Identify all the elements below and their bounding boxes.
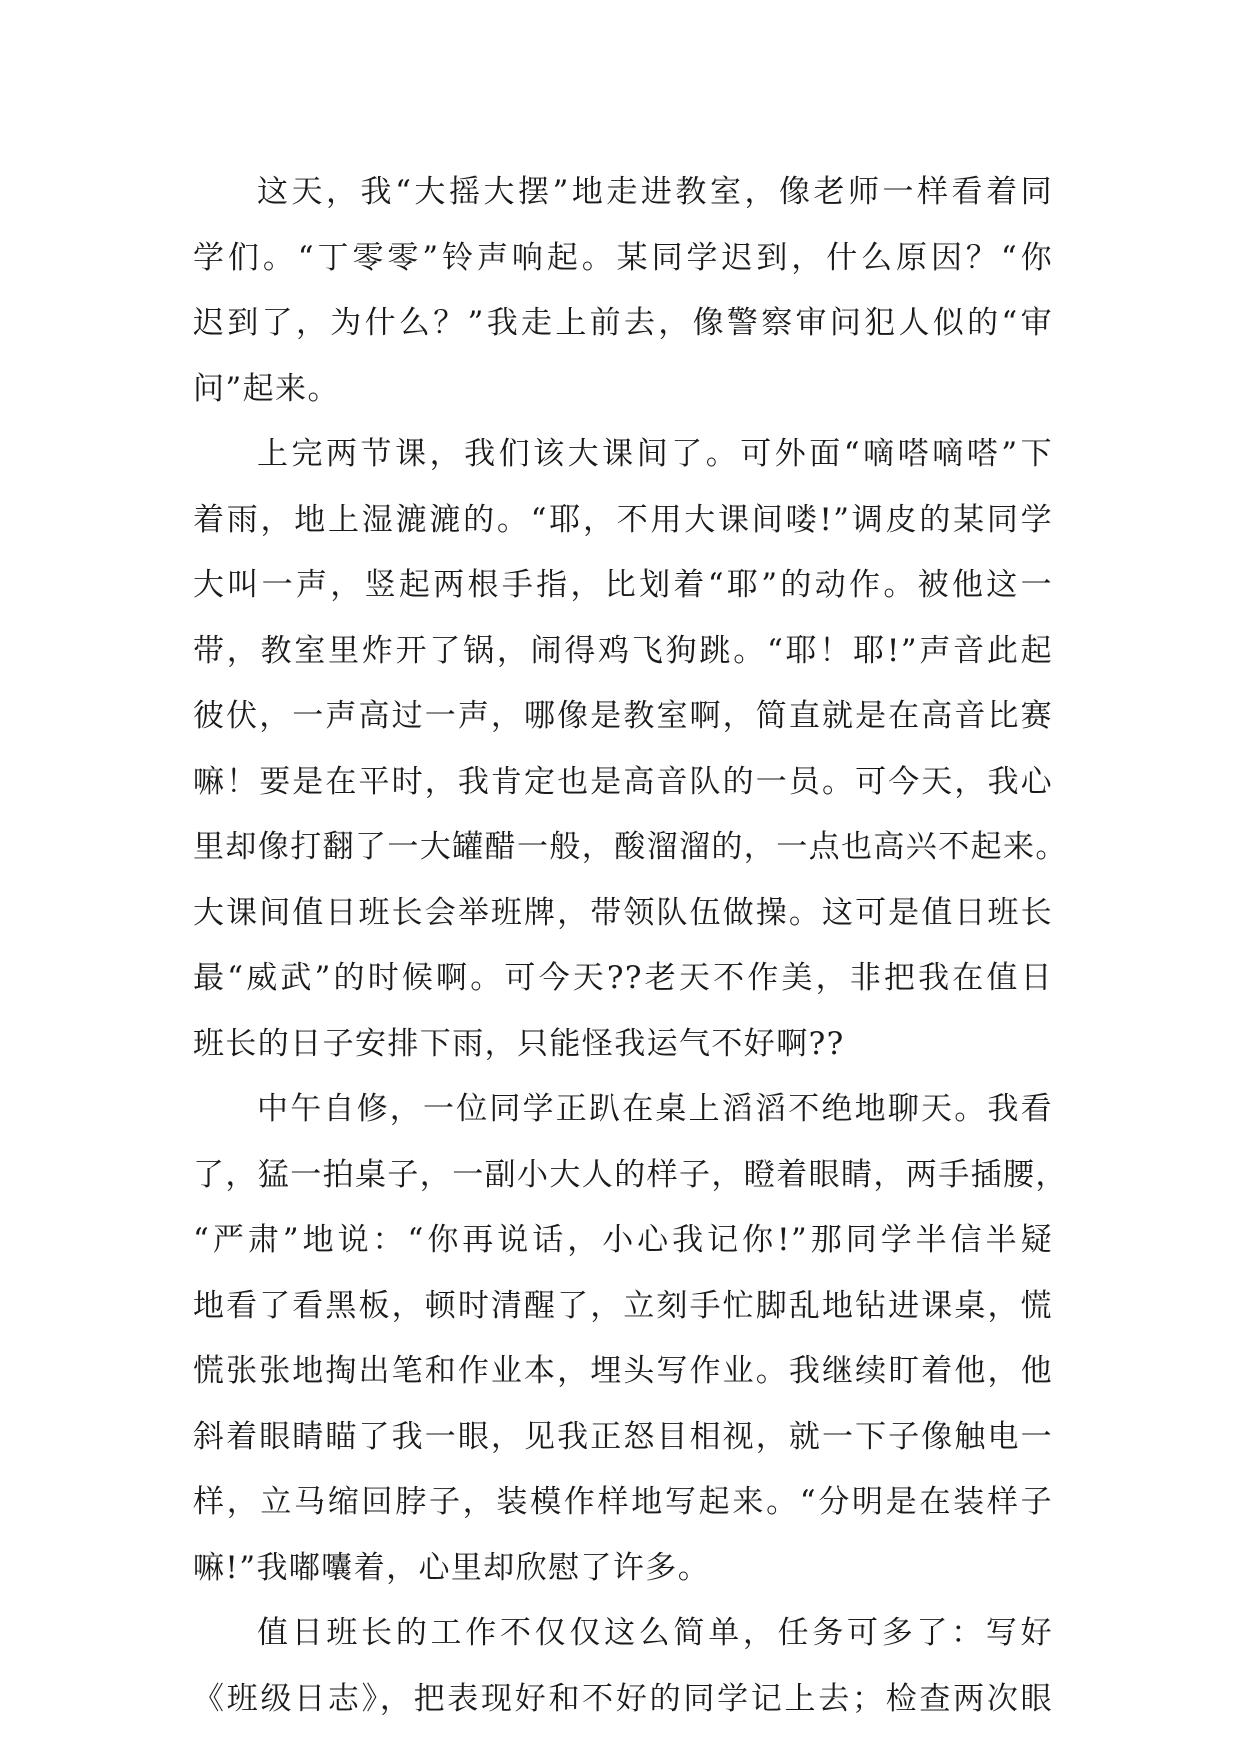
paragraph-3-line-5: 慌张张地掏出笔和作业本，埋头写作业。我继续盯着他，他 — [193, 1353, 1053, 1389]
paragraph-2-line-9: 最“威武”的时候啊。可今天??老天不作美，非把我在值日 — [193, 960, 1053, 996]
paragraph-3-line-3: “严肃”地说：“你再说话，小心我记你!”那同学半信半疑 — [193, 1222, 1053, 1258]
paragraph-3-line-2: 了，猛一拍桌子，一副小大人的样子，瞪着眼睛，两手插腰， — [193, 1156, 1068, 1193]
paragraph-1-line-1: 这天，我“大摇大摆”地走进教室，像老师一样看着同 — [257, 174, 1053, 210]
paragraph-2-line-7: 里却像打翻了一大罐醋一般，酸溜溜的，一点也高兴不起来。 — [193, 829, 1068, 865]
paragraph-4-line-2: 《班级日志》，把表现好和不好的同学记上去；检查两次眼 — [193, 1680, 1053, 1717]
paragraph-3-line-4: 地看了看黑板，顿时清醒了，立刻手忙脚乱地钻进课桌，慌 — [193, 1287, 1053, 1324]
document-body — [193, 160, 1068, 1732]
paragraph-4-line-1: 值日班长的工作不仅仅这么简单，任务可多了：写好 — [257, 1615, 1053, 1651]
paragraph-1-line-3: 迟到了，为什么？”我走上前去，像警察审问犯人似的“审 — [193, 305, 1053, 341]
paragraph-2-line-3: 大叫一声，竖起两根手指，比划着“耶”的动作。被他这一 — [193, 567, 1053, 603]
paragraph-3-line-8: 嘛!”我嘟囔着，心里却欣慰了许多。 — [193, 1549, 711, 1586]
paragraph-1-line-2: 学们。“丁零零”铃声响起。某同学迟到，什么原因？“你 — [193, 239, 1053, 276]
paragraph-1-line-4: 问”起来。 — [193, 370, 340, 407]
paragraph-2-line-2: 着雨，地上湿漉漉的。“耶，不用大课间喽!”调皮的某同学 — [193, 501, 1053, 538]
paragraph-3-line-6: 斜着眼睛瞄了我一眼，见我正怒目相视，就一下子像触电一 — [193, 1418, 1053, 1455]
paragraph-2-line-1: 上完两节课，我们该大课间了。可外面“嘀嗒嘀嗒”下 — [257, 436, 1053, 472]
paragraph-2-line-8: 大课间值日班长会举班牌，带领队伍做操。这可是值日班长 — [193, 894, 1053, 931]
paragraph-2-line-4: 带，教室里炸开了锅，闹得鸡飞狗跳。“耶！耶!”声音此起 — [193, 632, 1053, 669]
paragraph-2-line-6: 嘛！要是在平时，我肯定也是高音队的一员。可今天，我心 — [193, 763, 1053, 800]
paragraph-2-line-10: 班长的日子安排下雨，只能怪我运气不好啊?? — [193, 1025, 845, 1062]
paragraph-3-line-7: 样，立马缩回脖子，装模作样地写起来。“分明是在装样子 — [193, 1484, 1053, 1520]
paragraph-2-line-5: 彼伏，一声高过一声，哪像是教室啊，简直就是在高音比赛 — [193, 698, 1053, 734]
paragraph-3-line-1: 中午自修，一位同学正趴在桌上滔滔不绝地聊天。我看 — [257, 1091, 1053, 1127]
